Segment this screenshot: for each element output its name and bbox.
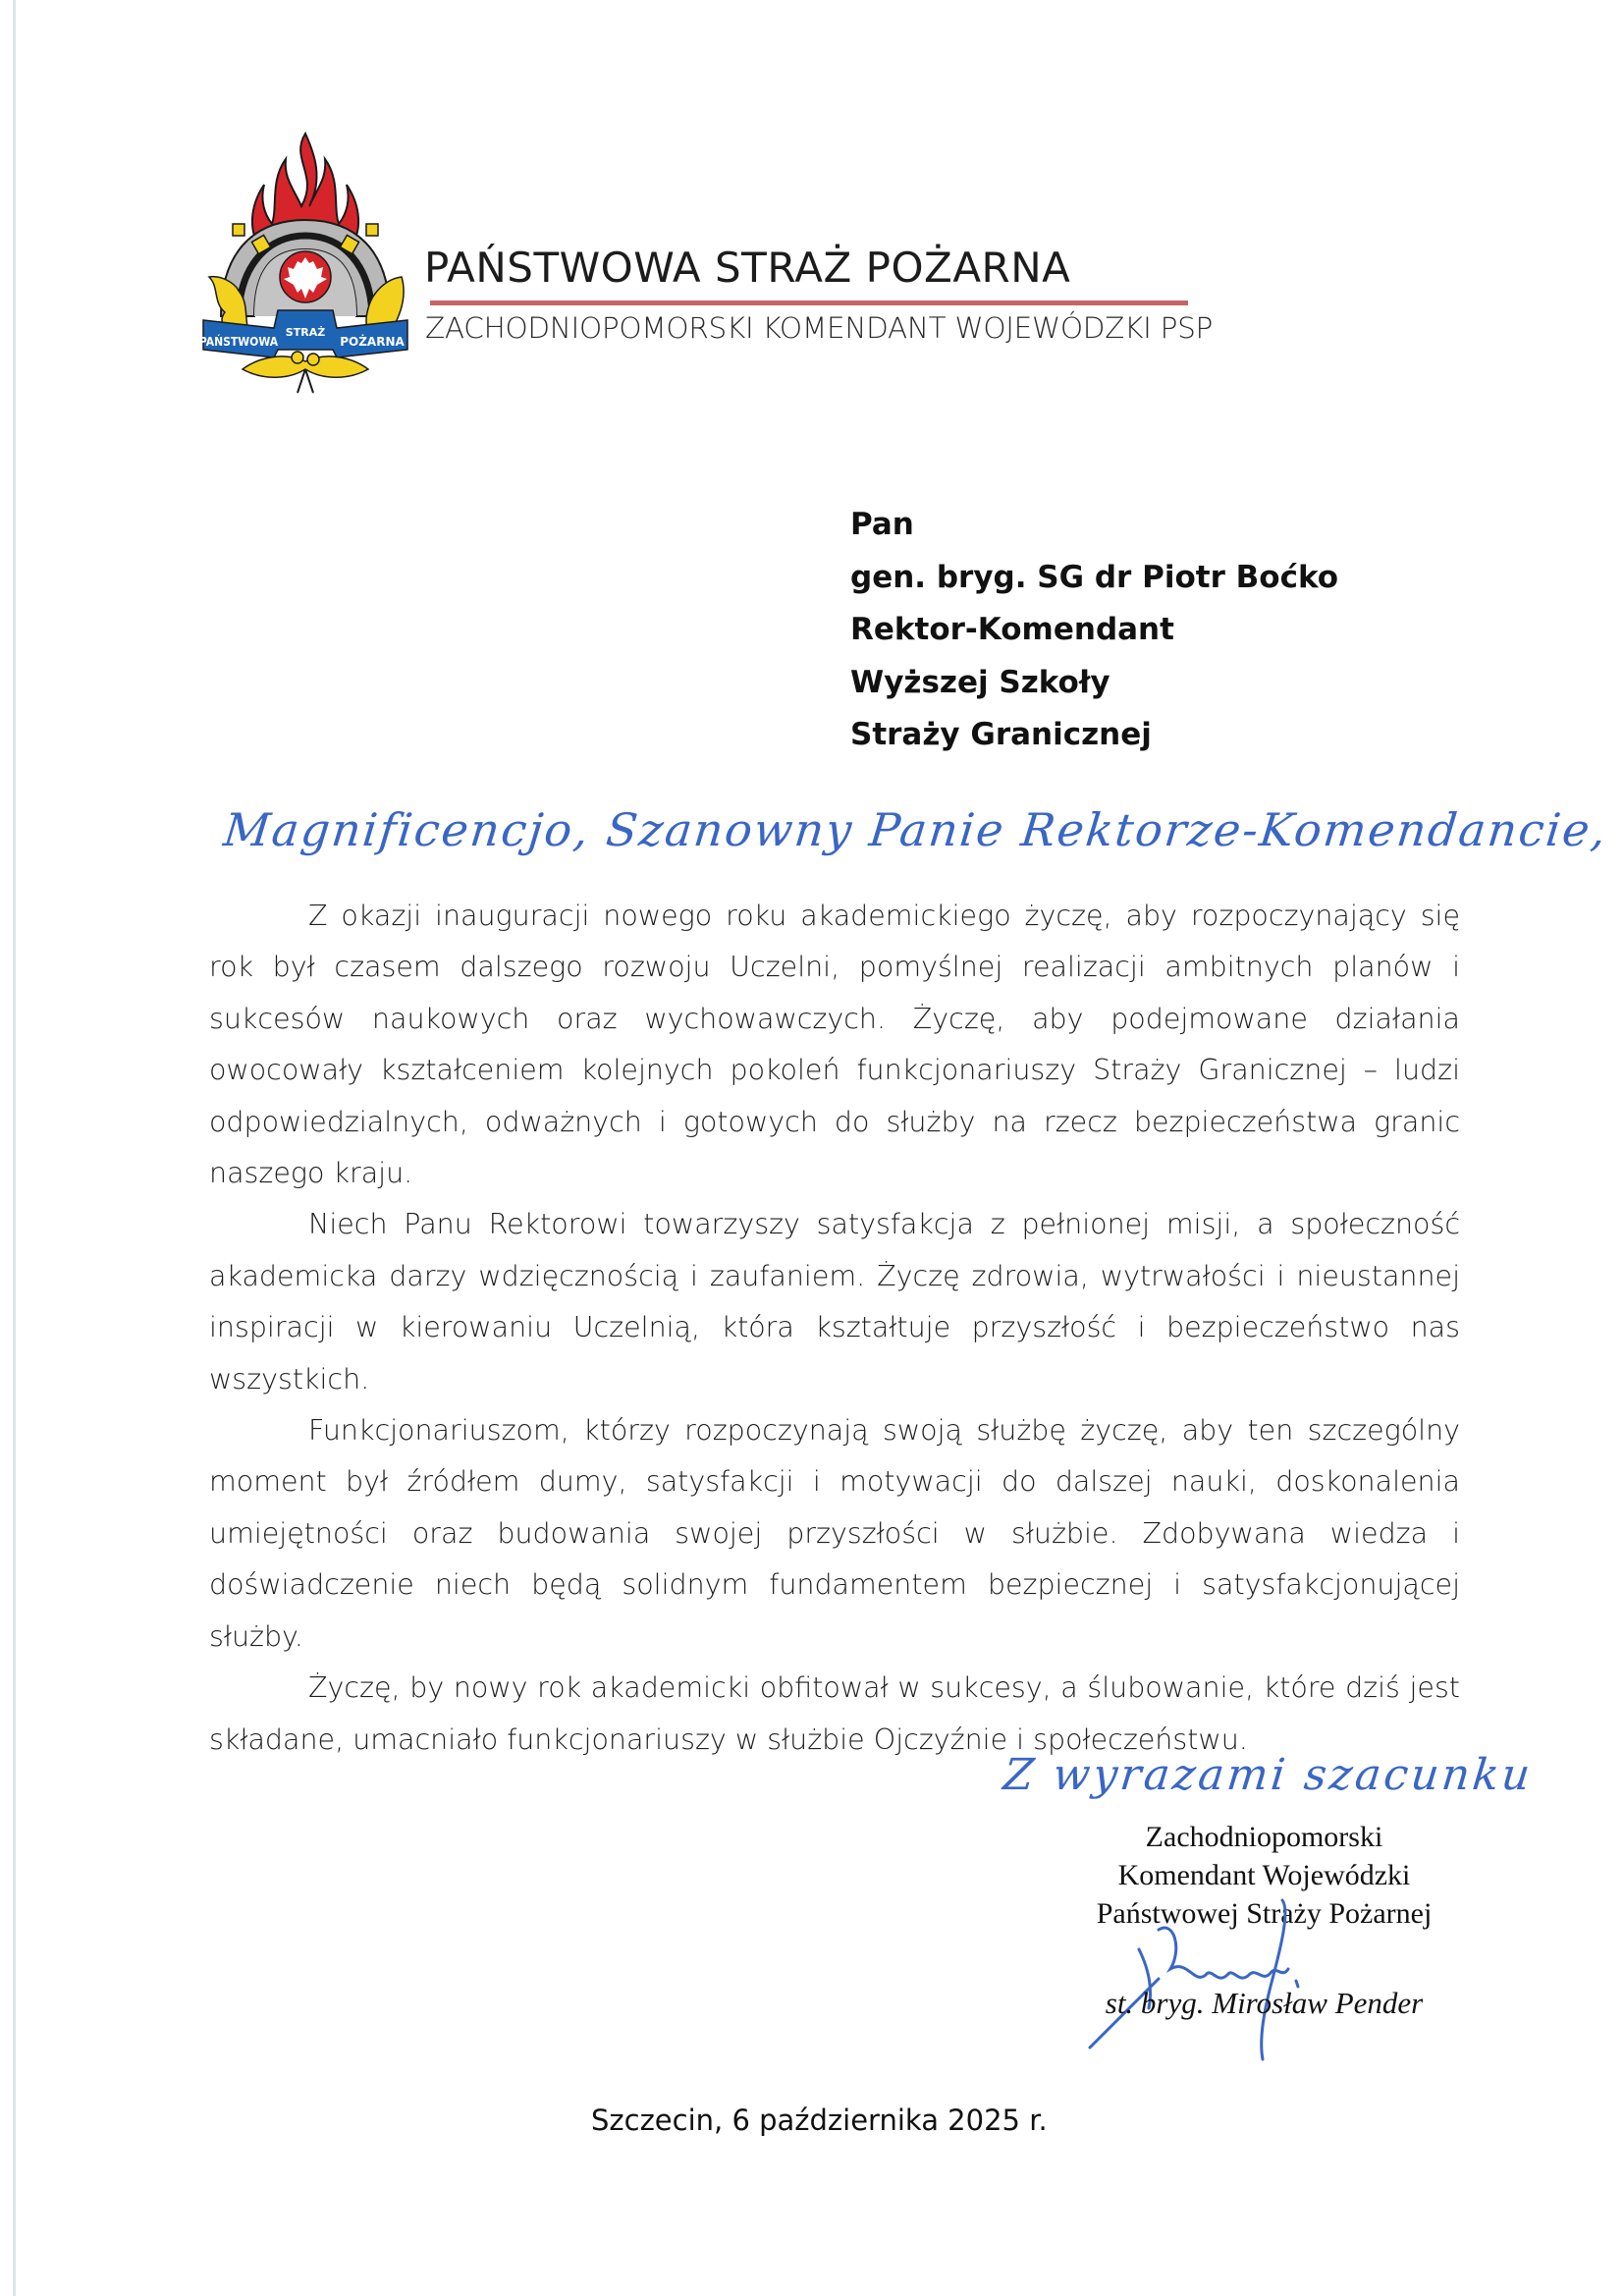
recipient-line: Wyższej Szkoły <box>850 664 1110 700</box>
signatory-title-line: Państwowej Straży Pożarnej <box>1096 1897 1433 1930</box>
body-paragraph: Życzę, by nowy rok akademicki obfitował w sukcesy, a ślubowanie, które dziś jest składane, umacniało funkcjonariuszy w służbie Ojczyźnie i społeczeństwu. <box>209 1671 1460 1756</box>
ribbon-text-right: POŻARNA <box>340 335 405 349</box>
handwritten-signature-icon <box>1080 1890 1316 2062</box>
body-paragraph: Funkcjonariuszom, którzy rozpoczynają swoją służbę życzę, aby ten szczególny moment był źródłem dumy, satysfakcji i motywacji do dalszej nauki, doskonalenia umiejętności oraz budowania swojej przyszłości w służbie. Zdobywana wiedza i doświadczenie niech będą solidnym fundamentem bezpiecznej i satysfakcjonującej służby. <box>209 1414 1460 1653</box>
header-divider <box>430 301 1188 305</box>
recipient-line: gen. bryg. SG dr Piotr Boćko <box>850 559 1339 595</box>
recipient-line: Rektor-Komendant <box>850 612 1174 647</box>
scan-edge-line <box>13 0 16 2296</box>
body-paragraph: Niech Panu Rektorowi towarzyszy satysfakcja z pełnionej misji, a społeczność akademicka darzy wdzięcznością i zaufaniem. Życzę zdrowia, wytrwałości i nieustannej inspiracji w kierowaniu Uczelnią, która kształtuje przyszłość i bezpieczeństwo nas wszystkich. <box>209 1208 1460 1395</box>
organization-title: PAŃSTWOWA STRAŻ POŻARNA <box>424 244 1071 292</box>
recipient-address-block <box>850 499 1338 762</box>
handwritten-salutation: Magnificencjo, Szanowny Panie Rektorze-Komendancie, <box>221 803 1611 856</box>
letter-body <box>209 891 1460 1766</box>
signatory-title-line: Zachodniopomorski <box>1145 1821 1383 1853</box>
date-place-line: Szczecin, 6 października 2025 r. <box>591 2104 1048 2137</box>
signatory-title-line: Komendant Wojewódzki <box>1117 1859 1411 1891</box>
recipient-line: Pan <box>850 507 914 542</box>
handwritten-closing: Z wyrazami szacunku <box>1001 1750 1536 1800</box>
psp-emblem-icon <box>199 130 411 397</box>
ribbon-text-center: STRAŻ <box>285 326 326 339</box>
ribbon-text-left: PAŃSTWOWA <box>199 335 279 349</box>
recipient-line: Straży Granicznej <box>850 717 1152 752</box>
office-subtitle: ZACHODNIOPOMORSKI KOMENDANT WOJEWÓDZKI PSP <box>425 311 1214 345</box>
signatory-name: st. bryg. Mirosław Pender <box>1105 1986 1424 2020</box>
body-paragraph: Z okazji inauguracji nowego roku akademickiego życzę, aby rozpoczynający się rok był czasem dalszego rozwoju Uczelni, pomyślnej realizacji ambitnych planów i sukcesów naukowych oraz wychowawczych. Życzę, aby podejmowane działania owocowały kształceniem kolejnych pokoleń funkcjonariuszy Straży Granicznej – ludzi odpowiedzialnych, odważnych i gotowych do służby na rzecz bezpieczeństwa granic naszego kraju. <box>209 900 1460 1190</box>
